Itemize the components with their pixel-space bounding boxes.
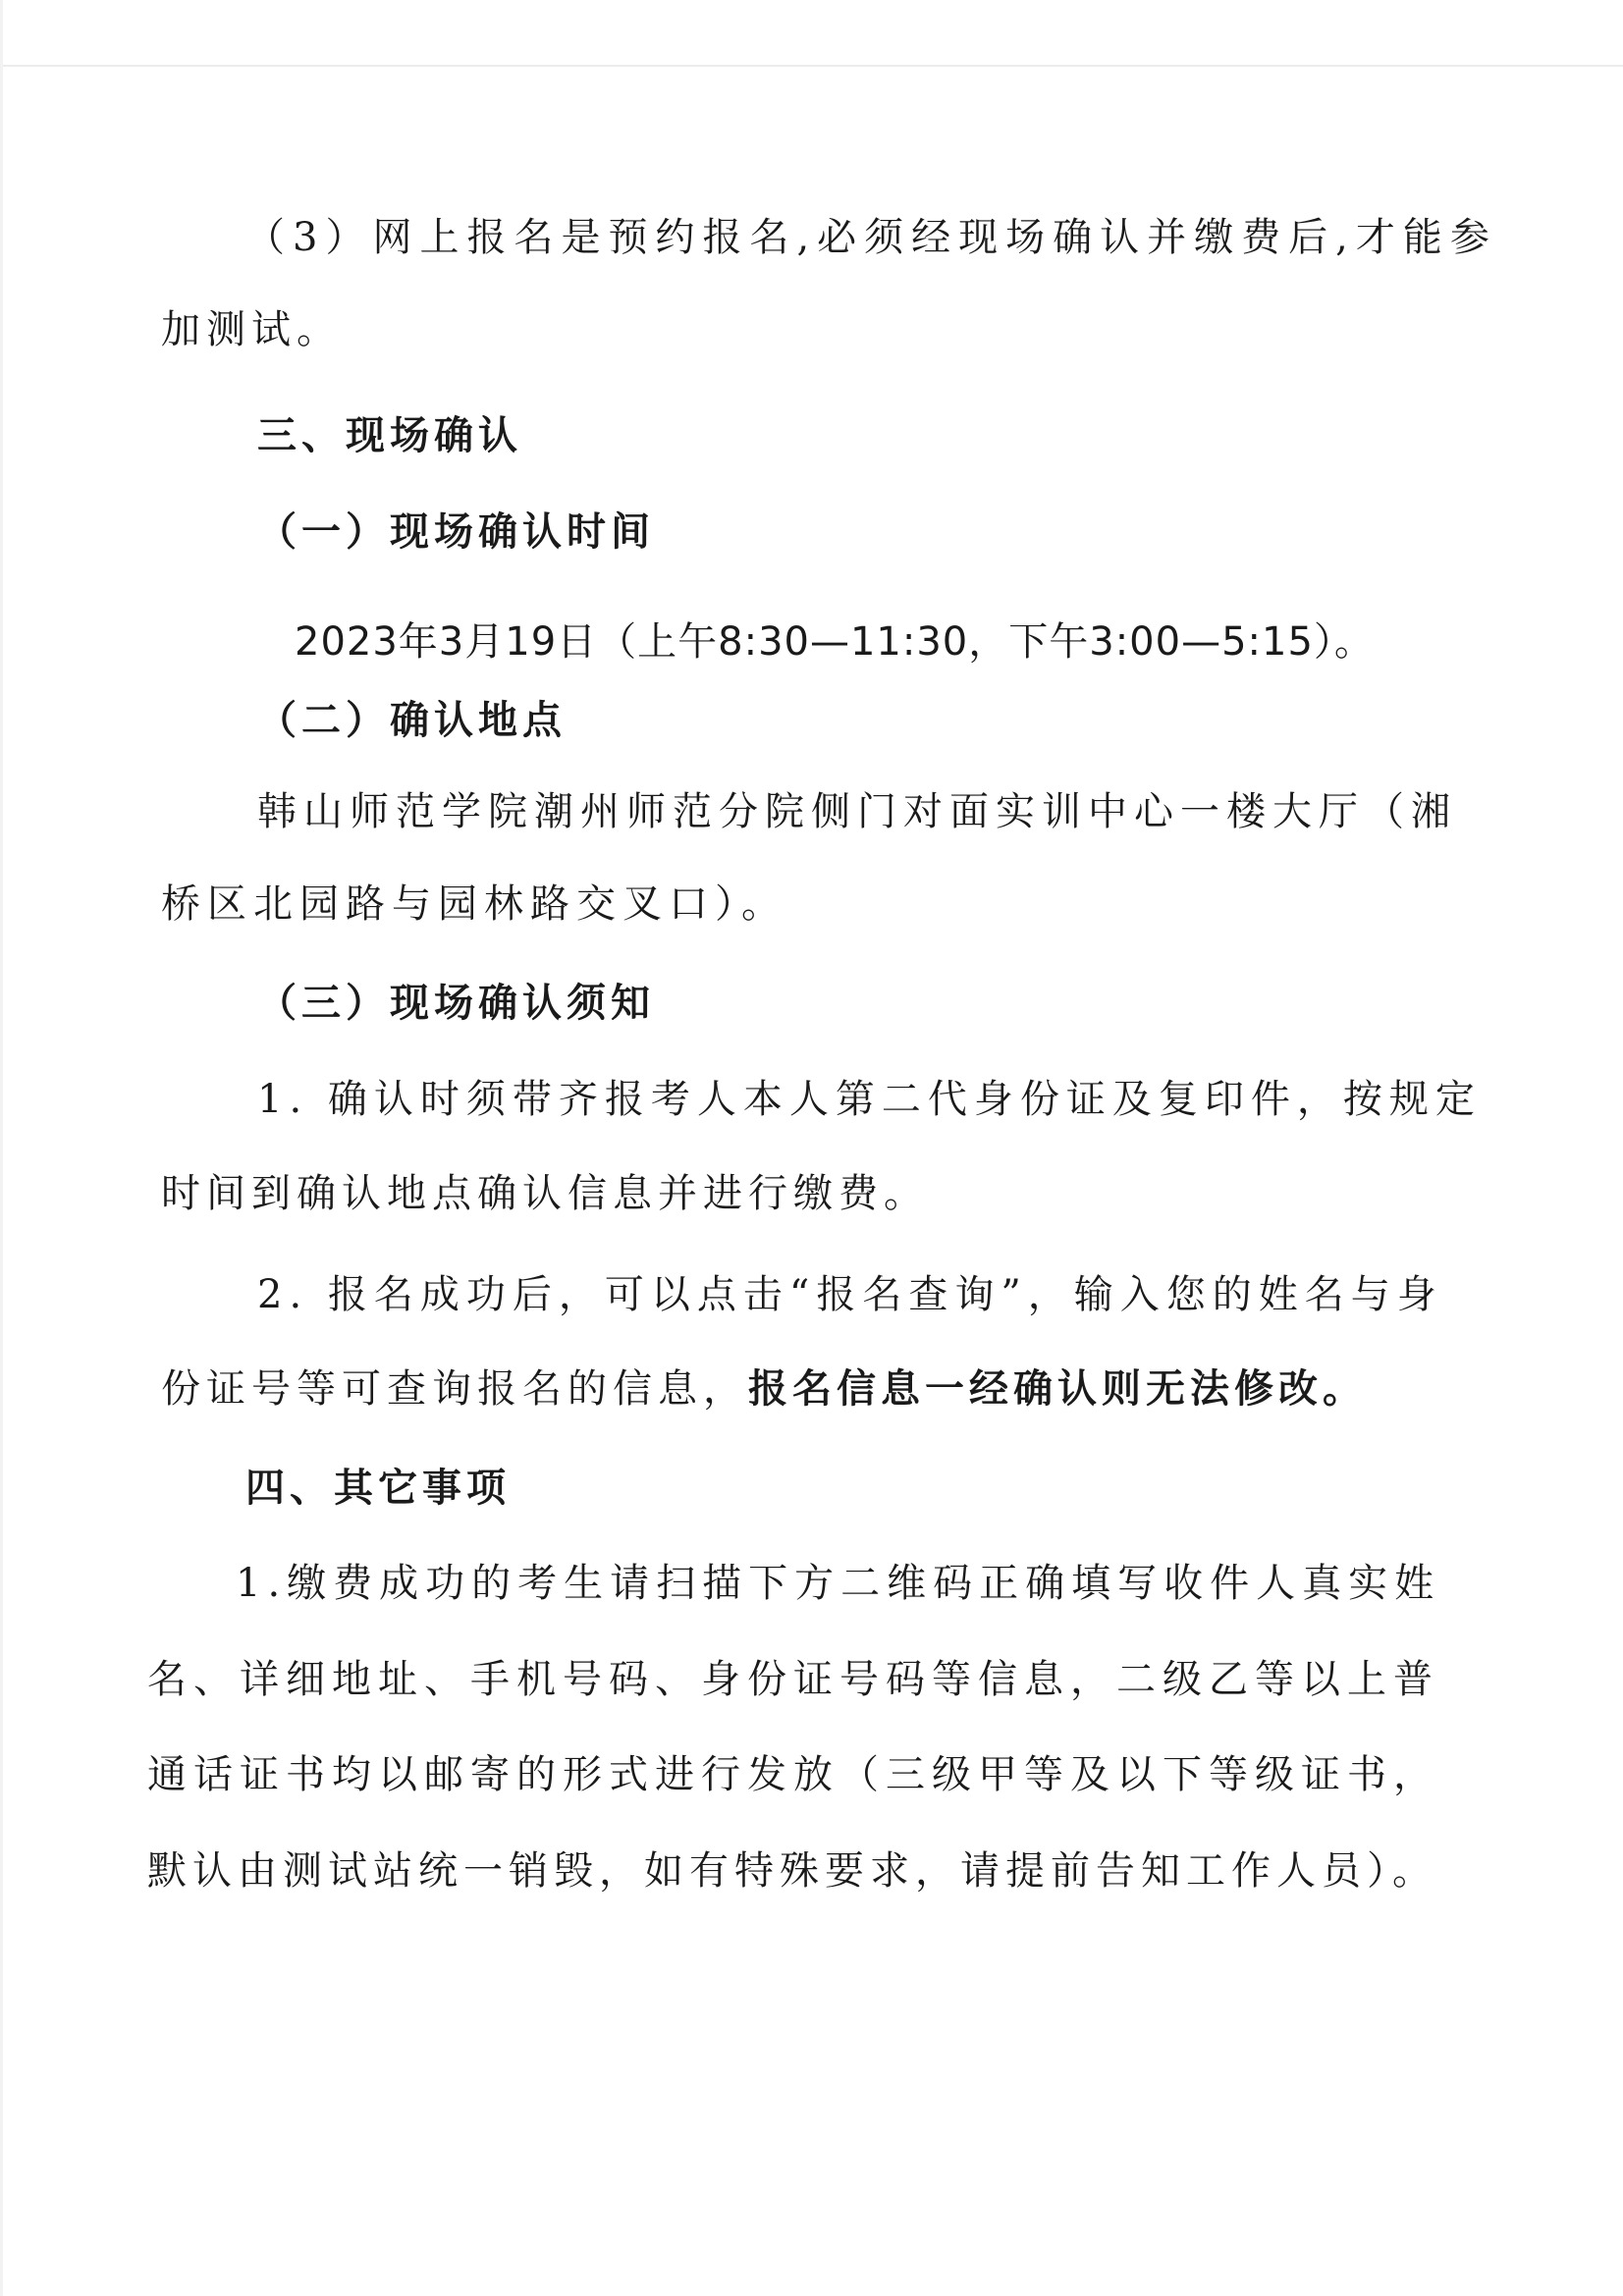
sub-1-title: （一）现场确认时间 bbox=[257, 509, 655, 555]
item-2-line-2 bbox=[161, 1363, 1367, 1415]
sub-2-line-1: 韩山师范学院潮州师范分院侧门对面实训中心一楼大厅（湘 bbox=[257, 789, 1457, 834]
item-1-line-2: 时间到确认地点确认信息并进行缴费。 bbox=[161, 1171, 929, 1216]
sub-1-time: 2023年3月19日（上午8:30—11:30，下午3:00—5:15）。 bbox=[295, 619, 1375, 665]
section-4-title: 四、其它事项 bbox=[245, 1466, 511, 1511]
other-1-line-4: 默认由测试站统一销毁，如有特殊要求，请提前告知工作人员）。 bbox=[147, 1848, 1437, 1894]
sub-3-title: （三）现场确认须知 bbox=[257, 981, 655, 1026]
item-2-line-2-normal: 份证号等可查询报名的信息， bbox=[161, 1366, 748, 1412]
scan-artifact-left bbox=[0, 0, 3, 2296]
para-3-line-2: 加测试。 bbox=[161, 307, 342, 352]
other-1-line-3: 通话证书均以邮寄的形式进行发放（三级甲等及以下等级证书， bbox=[147, 1752, 1439, 1797]
item-2-line-1: 2. 报名成功后，可以点击“报名查询”，输入您的姓名与身 bbox=[257, 1272, 1443, 1317]
other-1-line-1: 1.缴费成功的考生请扫描下方二维码正确填写收件人真实姓 bbox=[236, 1561, 1441, 1606]
sub-2-title: （二）确认地点 bbox=[257, 698, 567, 743]
item-2-line-2-bold: 报名信息一经确认则无法修改。 bbox=[748, 1366, 1367, 1412]
section-3-title: 三、现场确认 bbox=[257, 413, 522, 458]
other-1-line-2: 名、详细地址、手机号码、身份证号码等信息，二级乙等以上普 bbox=[147, 1657, 1439, 1702]
scan-artifact-top bbox=[0, 65, 1623, 67]
item-1-line-1: 1. 确认时须带齐报考人本人第二代身份证及复印件，按规定 bbox=[257, 1077, 1482, 1122]
para-3-line-1: （3）网上报名是预约报名,必须经现场确认并缴费后,才能参 bbox=[245, 215, 1497, 260]
sub-2-line-2: 桥区北园路与园林路交叉口）。 bbox=[161, 881, 787, 927]
